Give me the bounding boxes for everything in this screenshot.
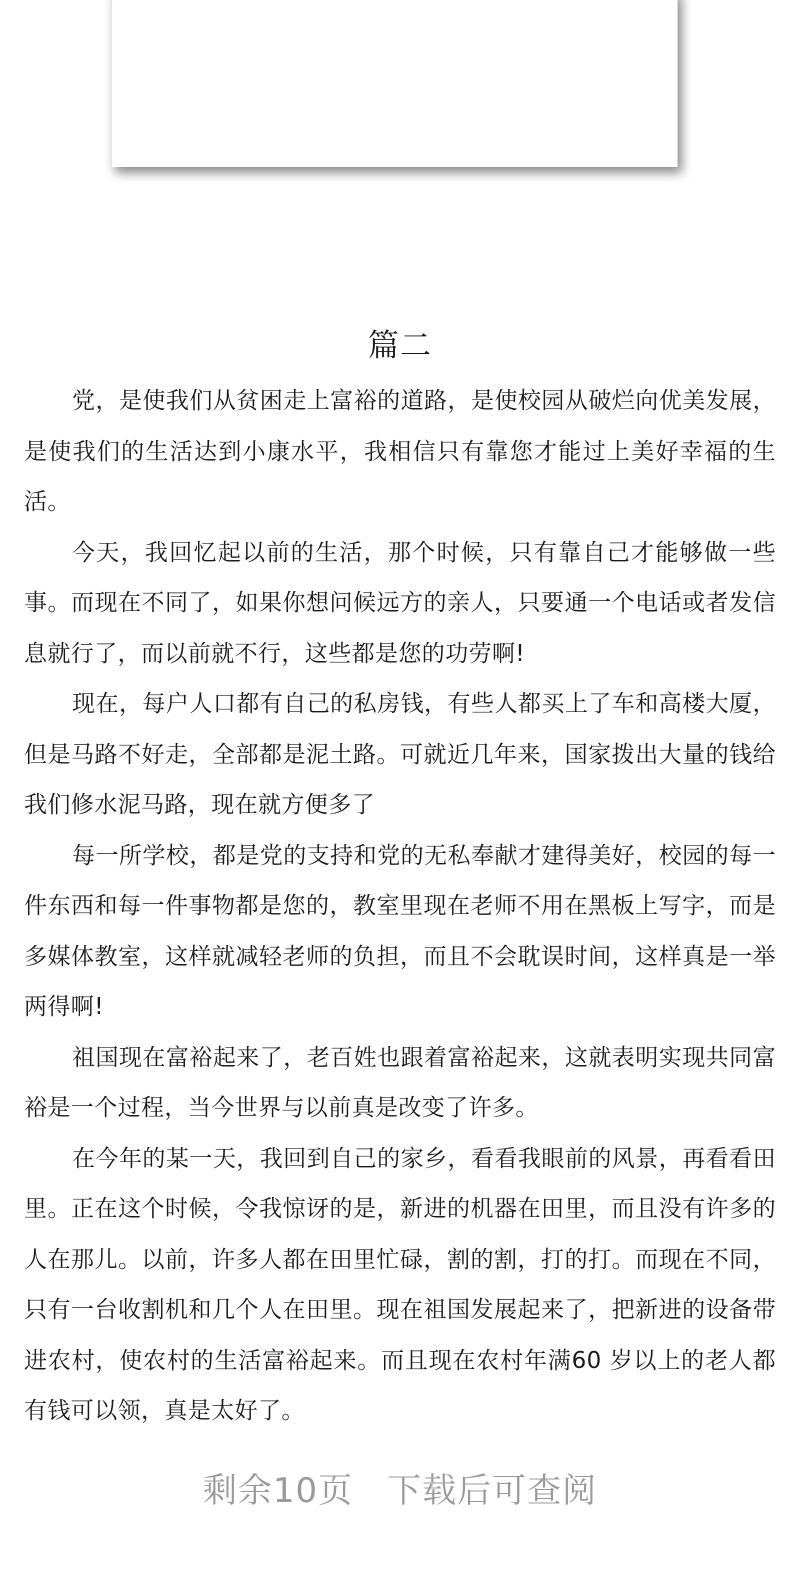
paragraph: 祖国现在富裕起来了，老百姓也跟着富裕起来，这就表明实现共同富裕是一个过程，当今世界与以前真是改变了许多。	[24, 1044, 776, 1121]
paragraph: 每一所学校，都是党的支持和党的无私奉献才建得美好，校园的每一件东西和每一件事物都是您的，教室里现在老师不用在黑板上写字，而是多媒体教室，这样就减轻老师的负担，而且不会耽误时间，这样真是一举两得啊!	[24, 842, 776, 1020]
remaining-pages-label: 剩余10页	[202, 1471, 354, 1511]
section-title: 篇二	[368, 328, 432, 364]
previous-page-preview	[111, 0, 678, 167]
paragraph: 今天，我回忆起以前的生活，那个时候，只有靠自己才能够做一些事。而现在不同了，如果你想问候远方的亲人，只要通一个电话或者发信息就行了，而以前就不行，这些都是您的功劳啊!	[24, 539, 776, 667]
document-body	[24, 318, 776, 1437]
download-prompt[interactable]	[0, 1463, 800, 1519]
paragraph: 现在，每户人口都有自己的私房钱，有些人都买上了车和高楼大厦，但是马路不好走，全部都是泥土路。可就近几年来，国家拨出大量的钱给我们修水泥马路，现在就方便多了	[24, 691, 776, 818]
paragraph: 党，是使我们从贫困走上富裕的道路，是使校园从破烂向优美发展，是使我们的生活达到小康水平，我相信只有靠您才能过上美好幸福的生活。	[24, 388, 776, 515]
download-to-view-label: 下载后可查阅	[387, 1471, 598, 1511]
paragraph: 在今年的某一天，我回到自己的家乡，看看我眼前的风景，再看看田里。正在这个时候，令我惊讶的是，新进的机器在田里，而且没有许多的人在那儿。以前，许多人都在田里忙碌，割的割，打的打。而现在不同，只有一台收割机和几个人在田里。现在祖国发展起来了，把新进的设备带进农村，使农村的生活富裕起来。而且现在农村年满60 岁以上的老人都有钱可以领，真是太好了。	[24, 1145, 776, 1424]
